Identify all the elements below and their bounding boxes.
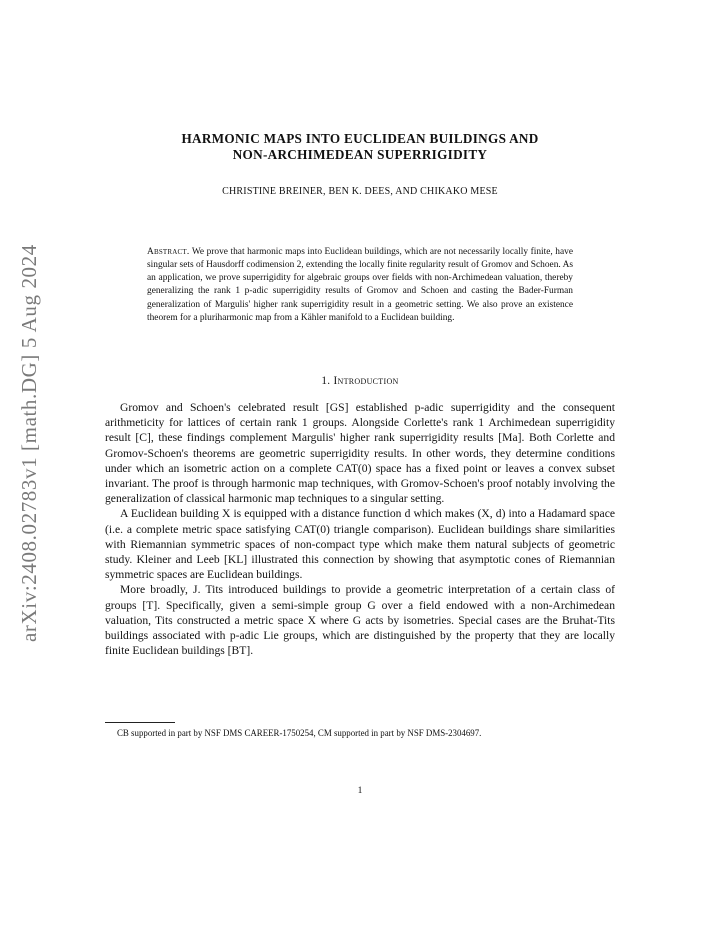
title-line-2: NON-ARCHIMEDEAN SUPERRIGIDITY bbox=[232, 147, 488, 162]
abstract-text: We prove that harmonic maps into Euclidean buildings, which are not necessarily locally finite, have singular sets of Hausdorff codimension 2, extending the locally finite regularity result of Gromov and Schoen. As an application, we prove superrigidity for algebraic groups over fields with non-Archimedean valuation, thereby generalizing the rank 1 p-adic superrigidity results of Gromov and Schoen and casting the Bader-Furman generalization of Margulis' higher rank superrigidity result in a geometric setting. We also prove an existence theorem for a pluriharmonic map from a Kähler manifold to a Euclidean building. bbox=[147, 247, 573, 323]
section-title-text: Introduction bbox=[333, 375, 399, 387]
section-number: 1. bbox=[321, 375, 331, 387]
footnote bbox=[105, 727, 615, 739]
author-list: CHRISTINE BREINER, BEN K. DEES, AND CHIKAKO MESE bbox=[222, 186, 498, 197]
arxiv-identifier-stamp: arXiv:2408.02783v1 [math.DG] 5 Aug 2024 bbox=[17, 244, 41, 642]
title-line-1: HARMONIC MAPS INTO EUCLIDEAN BUILDINGS AND bbox=[181, 131, 539, 146]
abstract-block bbox=[147, 246, 573, 325]
page-number: 1 bbox=[357, 786, 363, 796]
paper-title bbox=[100, 131, 620, 163]
paragraph: A Euclidean building X is equipped with a distance function d which makes (X, d) into a Hadamard space (i.e. a complete metric space satisfying CAT(0) triangle comparison). Euclidean buildings share similarities with Riemannian symmetric spaces of non-compact type which make them natural subjects of geometric study. Kleiner and Leeb [KL] illustrated this connection by showing that asymptotic cones of Riemannian symmetric spaces are Euclidean buildings. bbox=[105, 507, 615, 582]
section-heading bbox=[100, 375, 620, 387]
paragraph: More broadly, J. Tits introduced buildings to provide a geometric interpretation of a certain class of groups [T]. Specifically, given a semi-simple group G over a field endowed with a non-Archimedean valuation, Tits constructed a metric space X where G acts by isometries. Special cases are the Bruhat-Tits buildings associated with p-adic Lie groups, which are distinguished by the property that they are locally finite Euclidean buildings [BT]. bbox=[105, 583, 615, 658]
abstract-label: Abstract. bbox=[147, 247, 190, 257]
footnote-rule bbox=[105, 722, 175, 723]
footnote-text: CB supported in part by NSF DMS CAREER-1750254, CM supported in part by NSF DMS-2304697. bbox=[117, 728, 482, 738]
paragraph: Gromov and Schoen's celebrated result [GS] established p-adic superrigidity and the consequent arithmeticity for lattices of certain rank 1 groups. Alongside Corlette's rank 1 Archimedean superrigidity result [C], these findings complement Margulis' higher rank superrigidity results [Ma]. Both Corlette and Gromov-Schoen's theorems are geometric superrigidity results. In other words, they determine conditions under which an isometric action on a complete CAT(0) space has a fixed point or leaves a convex subset invariant. The proof is through harmonic map techniques, with Gromov-Schoen's proof notably involving the generalization of classical harmonic map techniques to a singular setting. bbox=[105, 401, 615, 506]
body-text bbox=[105, 400, 615, 658]
